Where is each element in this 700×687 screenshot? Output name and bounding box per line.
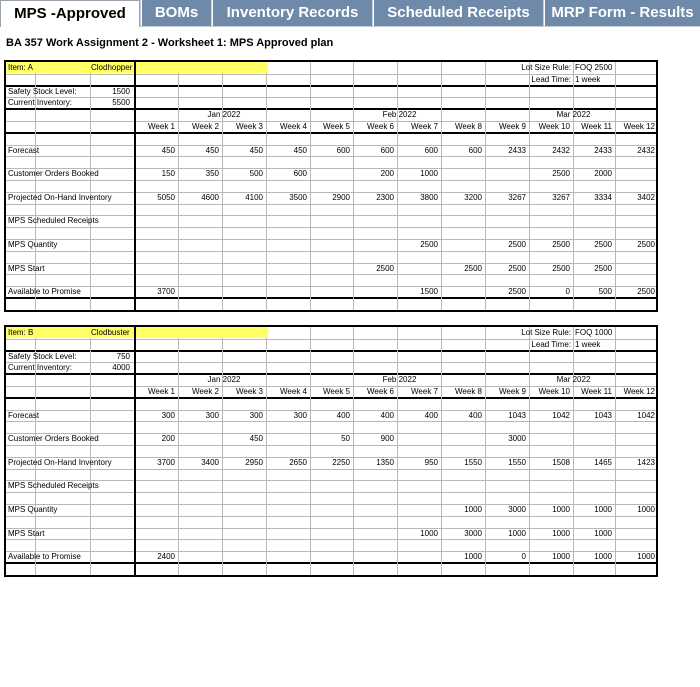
cell-atp[interactable]: 2500 — [508, 287, 526, 297]
item-code-cell[interactable] — [8, 328, 33, 338]
grid-line — [441, 327, 442, 575]
grid-line — [6, 251, 656, 252]
current-inventory-value[interactable]: 4000 — [112, 363, 130, 373]
cell-projected[interactable]: 3800 — [420, 192, 438, 202]
grid-line — [310, 327, 311, 575]
cell-atp[interactable]: 1000 — [594, 552, 612, 562]
month-header: Jan 2022 — [207, 375, 241, 385]
grid-line — [134, 62, 136, 310]
safety-stock-value[interactable]: 750 — [116, 351, 130, 361]
sheet-tab-bar — [0, 0, 700, 27]
week-header: Week 9 — [499, 387, 526, 396]
month-header: Mar 2022 — [556, 375, 591, 385]
cell-projected[interactable]: 3267 — [508, 192, 526, 202]
week-header: Week 10 — [538, 122, 570, 131]
cell-projected[interactable]: 950 — [424, 457, 438, 467]
lead-time-label: Lead Time: — [531, 74, 571, 84]
cell-forecast[interactable]: 450 — [161, 145, 175, 155]
sheet-title: BA 357 Work Assignment 2 - Worksheet 1: MPS Approved plan — [6, 37, 334, 49]
grid-line — [6, 492, 656, 493]
week-header: Week 1 — [148, 122, 175, 131]
grid-line — [485, 62, 486, 310]
cell-mps-qty[interactable]: 2500 — [420, 240, 438, 249]
cell-projected[interactable]: 2900 — [332, 192, 350, 202]
week-header: Week 8 — [455, 387, 482, 396]
item-block-a — [4, 60, 658, 312]
row-label-orders: Customer Orders Booked — [8, 434, 99, 444]
grid-line — [6, 156, 656, 157]
grid-line — [6, 227, 656, 228]
grid-line — [6, 397, 656, 399]
row-label-scheduled: MPS Scheduled Receipts — [8, 481, 99, 491]
item-name[interactable]: Clodbuster — [91, 328, 130, 337]
cell-atp[interactable]: 0 — [521, 552, 526, 562]
week-header: Week 5 — [323, 387, 350, 396]
row-label-projected: Projected On-Hand Inventory — [8, 457, 112, 467]
cell-projected[interactable]: 2250 — [332, 457, 350, 467]
grid-line — [6, 480, 656, 481]
safety-stock-value[interactable]: 1500 — [112, 86, 130, 96]
grid-line — [529, 327, 530, 575]
cell-forecast[interactable]: 450 — [293, 145, 307, 155]
cell-orders[interactable]: 450 — [249, 434, 263, 444]
cell-mps-qty[interactable]: 1000 — [637, 505, 655, 514]
grid-line — [222, 327, 223, 575]
week-header: Week 2 — [192, 122, 219, 131]
lead-time-value[interactable]: 1 week — [575, 339, 601, 349]
grid-line — [178, 62, 179, 310]
cell-mps-start[interactable]: 2500 — [508, 263, 526, 273]
item-highlight — [136, 327, 268, 338]
tab-inventory-records[interactable]: Inventory Records — [212, 0, 372, 26]
grid-line — [90, 62, 91, 310]
row-label-forecast: Forecast — [8, 410, 40, 420]
tab-boms[interactable]: BOMs — [141, 0, 211, 26]
cell-forecast[interactable]: 450 — [249, 145, 263, 155]
cell-forecast[interactable]: 1042 — [552, 410, 570, 420]
cell-projected[interactable]: 5050 — [157, 192, 175, 202]
item-name[interactable]: Clodhopper — [91, 63, 133, 72]
item-highlight — [136, 62, 268, 73]
grid-line — [266, 62, 267, 310]
cell-projected[interactable]: 1550 — [508, 457, 526, 467]
grid-line — [6, 562, 656, 564]
month-header: Mar 2022 — [556, 110, 591, 120]
week-header: Week 4 — [280, 122, 307, 131]
cell-mps-qty[interactable]: 2500 — [637, 240, 655, 249]
week-header: Week 7 — [411, 387, 438, 396]
grid-line — [178, 327, 179, 575]
row-label-mps-qty: MPS Quantity — [8, 505, 58, 514]
cell-orders[interactable]: 350 — [205, 169, 219, 179]
cell-forecast[interactable]: 450 — [205, 145, 219, 155]
cell-forecast[interactable]: 300 — [293, 410, 307, 420]
tab-scheduled-receipts[interactable]: Scheduled Receipts — [373, 0, 543, 26]
cell-mps-qty[interactable]: 2500 — [552, 240, 570, 249]
cell-forecast[interactable]: 600 — [380, 145, 394, 155]
grid-line — [573, 62, 574, 310]
row-label-projected: Projected On-Hand Inventory — [8, 192, 112, 202]
cell-forecast[interactable]: 600 — [336, 145, 350, 155]
cell-orders[interactable]: 2000 — [594, 169, 612, 179]
grid-line — [615, 327, 616, 575]
cell-atp[interactable]: 0 — [565, 287, 570, 297]
lot-size-label: Lot Size Rule: — [521, 63, 571, 72]
cell-forecast[interactable]: 600 — [468, 145, 482, 155]
cell-atp[interactable]: 1000 — [637, 552, 655, 562]
item-label: Item: — [8, 63, 28, 72]
cell-atp[interactable]: 500 — [598, 287, 612, 297]
grid-line — [6, 469, 656, 470]
safety-stock-label: Safety Stock Level: — [8, 351, 77, 361]
cell-projected[interactable]: 4600 — [201, 192, 219, 202]
cell-forecast[interactable]: 1042 — [637, 410, 655, 420]
cell-orders[interactable]: 600 — [293, 169, 307, 179]
cell-forecast[interactable]: 400 — [380, 410, 394, 420]
cell-projected[interactable]: 4100 — [245, 192, 263, 202]
grid-line — [397, 62, 398, 310]
week-header: Week 6 — [367, 122, 394, 131]
cell-mps-qty[interactable]: 2500 — [594, 240, 612, 249]
cell-mps-start[interactable]: 2500 — [376, 263, 394, 273]
lot-size-value[interactable]: FOQ 1000 — [575, 328, 613, 337]
cell-orders[interactable]: 1000 — [420, 169, 438, 179]
cell-forecast[interactable]: 300 — [161, 410, 175, 420]
grid-line — [6, 204, 656, 205]
cell-orders[interactable]: 3000 — [508, 434, 526, 444]
cell-mps-start[interactable]: 2500 — [552, 263, 570, 273]
row-label-mps-start: MPS Start — [8, 528, 45, 538]
grid-line — [485, 327, 486, 575]
cell-orders[interactable]: 200 — [161, 434, 175, 444]
cell-projected[interactable]: 3334 — [594, 192, 612, 202]
row-label-atp: Available to Promise — [8, 287, 81, 297]
week-header: Week 12 — [623, 387, 655, 396]
grid-line — [6, 421, 656, 422]
grid-line — [615, 62, 616, 310]
cell-orders[interactable]: 50 — [341, 434, 350, 444]
week-header: Week 11 — [581, 122, 612, 131]
week-header: Week 3 — [236, 387, 263, 396]
cell-projected[interactable]: 3267 — [552, 192, 570, 202]
cell-mps-start[interactable]: 1000 — [420, 528, 438, 538]
lead-time-value[interactable]: 1 week — [575, 74, 601, 84]
cell-projected[interactable]: 2650 — [289, 457, 307, 467]
cell-forecast[interactable]: 2432 — [637, 145, 655, 155]
cell-forecast[interactable]: 300 — [205, 410, 219, 420]
cell-projected[interactable]: 2950 — [245, 457, 263, 467]
cell-orders[interactable]: 900 — [380, 434, 394, 444]
cell-projected[interactable]: 3400 — [201, 457, 219, 467]
cell-forecast[interactable]: 1043 — [594, 410, 612, 420]
current-inventory-label: Current Inventory: — [8, 363, 73, 373]
cell-atp[interactable]: 2500 — [637, 287, 655, 297]
cell-forecast[interactable]: 400 — [424, 410, 438, 420]
week-header: Week 7 — [411, 122, 438, 131]
cell-mps-start[interactable]: 2500 — [464, 263, 482, 273]
tab-mps-approved[interactable]: MPS -Approved — [0, 0, 140, 27]
grid-line — [353, 62, 354, 310]
grid-line — [6, 445, 656, 446]
grid-line — [6, 297, 656, 299]
grid-line — [6, 132, 656, 134]
current-inventory-label: Current Inventory: — [8, 98, 73, 108]
grid-line — [397, 327, 398, 575]
item-label: Item: — [8, 328, 29, 337]
row-label-forecast: Forecast — [8, 145, 40, 155]
week-header: Week 9 — [499, 122, 526, 131]
grid-line — [6, 215, 656, 216]
week-header: Week 5 — [323, 122, 350, 131]
grid-line — [6, 539, 656, 540]
cell-atp[interactable]: 2400 — [157, 552, 175, 562]
week-header: Week 1 — [148, 387, 175, 396]
row-label-scheduled: MPS Scheduled Receipts — [8, 216, 99, 226]
cell-atp[interactable]: 1500 — [420, 287, 438, 297]
cell-forecast[interactable]: 400 — [468, 410, 482, 420]
lot-size-label: Lot Size Rule: — [521, 328, 571, 337]
cell-forecast[interactable]: 300 — [249, 410, 263, 420]
week-header: Week 12 — [623, 122, 655, 131]
cell-mps-start[interactable]: 2500 — [594, 263, 612, 273]
week-header: Week 8 — [455, 122, 482, 131]
tab-mrp-form-results[interactable]: MRP Form - Results — [544, 0, 700, 26]
cell-projected[interactable]: 1350 — [376, 457, 394, 467]
grid-line — [6, 516, 656, 517]
cell-projected[interactable]: 3500 — [289, 192, 307, 202]
cell-mps-start[interactable]: 1000 — [594, 528, 612, 538]
grid-line — [134, 327, 136, 575]
cell-atp[interactable]: 1000 — [464, 552, 482, 562]
item-code: A — [27, 63, 33, 72]
cell-mps-qty[interactable]: 1000 — [552, 505, 570, 514]
week-header: Week 10 — [538, 387, 570, 396]
cell-orders[interactable]: 2500 — [552, 169, 570, 179]
cell-projected[interactable]: 3200 — [464, 192, 482, 202]
cell-forecast[interactable]: 2433 — [508, 145, 526, 155]
cell-orders[interactable]: 150 — [161, 169, 175, 179]
cell-orders[interactable]: 500 — [249, 169, 263, 179]
week-header: Week 6 — [367, 387, 394, 396]
week-header: Week 4 — [280, 387, 307, 396]
grid-line — [90, 327, 91, 575]
cell-mps-start[interactable]: 1000 — [552, 528, 570, 538]
safety-stock-label: Safety Stock Level: — [8, 86, 77, 96]
row-label-atp: Available to Promise — [8, 552, 81, 562]
cell-projected[interactable]: 1423 — [637, 457, 655, 467]
cell-atp[interactable]: 3700 — [157, 287, 175, 297]
cell-mps-qty[interactable]: 1000 — [594, 505, 612, 514]
week-header: Week 3 — [236, 122, 263, 131]
cell-atp[interactable]: 1000 — [552, 552, 570, 562]
grid-line — [529, 62, 530, 310]
cell-projected[interactable]: 1550 — [464, 457, 482, 467]
month-header: Feb 2022 — [382, 110, 417, 120]
cell-mps-start[interactable]: 3000 — [464, 528, 482, 538]
cell-forecast[interactable]: 400 — [336, 410, 350, 420]
grid-line — [310, 62, 311, 310]
grid-line — [441, 62, 442, 310]
row-label-mps-qty: MPS Quantity — [8, 240, 58, 249]
current-inventory-value[interactable]: 5500 — [112, 98, 130, 108]
week-header: Week 11 — [581, 387, 612, 396]
cell-forecast[interactable]: 2433 — [594, 145, 612, 155]
grid-line — [222, 62, 223, 310]
lot-size-value[interactable]: FOQ 2500 — [575, 63, 613, 72]
cell-forecast[interactable]: 1043 — [508, 410, 526, 420]
month-header: Jan 2022 — [207, 110, 241, 120]
cell-orders[interactable]: 200 — [380, 169, 394, 179]
cell-projected[interactable]: 1508 — [552, 457, 570, 467]
grid-line — [6, 274, 656, 275]
cell-projected[interactable]: 2300 — [376, 192, 394, 202]
item-block-b — [4, 325, 658, 577]
cell-mps-start[interactable]: 1000 — [508, 528, 526, 538]
cell-projected[interactable]: 3700 — [157, 457, 175, 467]
item-code-cell[interactable] — [8, 63, 33, 73]
cell-mps-qty[interactable]: 3000 — [508, 505, 526, 514]
month-header: Feb 2022 — [382, 375, 417, 385]
grid-line — [353, 327, 354, 575]
item-code: B — [28, 328, 34, 337]
cell-projected[interactable]: 1465 — [594, 457, 612, 467]
row-label-orders: Customer Orders Booked — [8, 169, 99, 179]
cell-mps-qty[interactable]: 1000 — [464, 505, 482, 514]
cell-forecast[interactable]: 2432 — [552, 145, 570, 155]
week-header: Week 2 — [192, 387, 219, 396]
grid-line — [266, 327, 267, 575]
cell-mps-qty[interactable]: 2500 — [508, 240, 526, 249]
cell-projected[interactable]: 3402 — [637, 192, 655, 202]
cell-forecast[interactable]: 600 — [424, 145, 438, 155]
grid-line — [6, 180, 656, 181]
grid-line — [573, 327, 574, 575]
lead-time-label: Lead Time: — [531, 339, 571, 349]
row-label-mps-start: MPS Start — [8, 263, 45, 273]
